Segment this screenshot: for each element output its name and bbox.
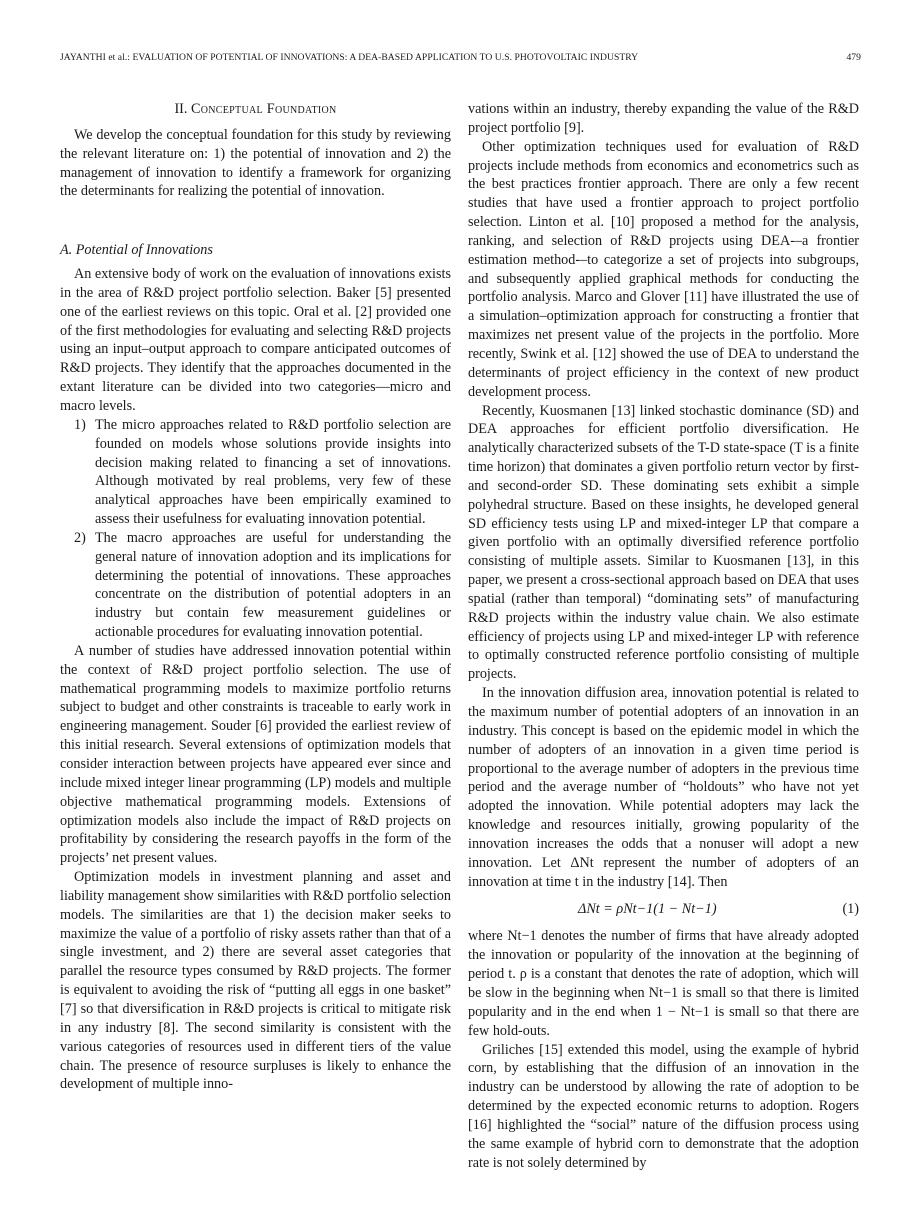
- list-item: [60, 416, 451, 529]
- list-item: [60, 529, 451, 642]
- subsection-heading: A. Potential of Innovations: [60, 242, 213, 259]
- list-text: The macro approaches are useful for understanding the general nature of innovation adoption and its implications for determining the potential of innovations. These approaches concentrate on the distribution of potential adopters in an industry but contain few measurement guidelines or actionable procedures for evaluating innovation potential.: [95, 529, 451, 641]
- list-number: 2): [74, 529, 86, 546]
- paragraph: where Nt−1 denotes the number of firms that have already adopted the innovation or popularity of the innovation at the beginning of period t. ρ is a constant that denotes the rate of adoption, which will be slow in the beginning when Nt−1 is small so that there is limited popularity and in the end when 1 − Nt−1 is small so that there are few hold-outs.: [468, 928, 859, 1039]
- section-title: Conceptual Foundation: [191, 101, 337, 117]
- paragraph: In the innovation diffusion area, innovation potential is related to the maximum number of potential adopters of an innovation in an industry. This concept is based on the epidemic model in which the number of adopters of an innovation in a given time period is proportional to the average number of adopters in the previous time period and the average number of “holdouts” who have not yet adopted the innovation. While potential adopters may lack the knowledge and resources initially, growing popularity of the innovation increases the odds that a nonuser will adopt a new innovation. Let ΔNt represent the number of adopters of an innovation at time t in the industry [14]. Then: [468, 685, 859, 890]
- running-title: JAYANTHI et al.: EVALUATION OF POTENTIAL OF INNOVATIONS: A DEA-BASED APPLICATION TO U.S. PHOTOVOLTAIC INDUSTRY: [60, 52, 639, 63]
- section-heading: [60, 100, 451, 119]
- paragraph: Other optimization techniques used for evaluation of R&D projects include methods from economics and econometrics such as the best practices frontier approach. There are only a few recent studies that have used a frontier approach to project portfolio selection. Linton et al. [10] proposed a method for the analysis, ranking, and selection of R&D projects using DEA-–a frontier estimation method-–to categorize a set of projects into subgroups, and subsequently applied graphical methods for conducting the portfolio analysis. Marco and Glover [11] have illustrated the use of a simulation–optimization approach for constructing a frontier that maximizes net present value of the projects in the portfolio. More recently, Swink et al. [12] showed the use of DEA to understand the determinants of project efficiency in the context of new product development process.: [468, 138, 859, 400]
- left-column: [60, 100, 451, 1094]
- paragraph: An extensive body of work on the evaluation of innovations exists in the area of R&D project portfolio selection. Baker [5] presented one of the earliest reviews on this topic. Oral et al. [2] provided one of the first methodologies for evaluating and selecting R&D projects using an input–output approach to compare anticipated outcomes of R&D projects. They identify that the approaches documented in the extant literature can be divided into two categories—micro and macro levels.: [60, 266, 451, 414]
- paragraph-continued: vations within an industry, thereby expanding the value of the R&D project portfolio [9].: [468, 101, 859, 136]
- approach-list: [60, 416, 451, 642]
- equation-1: [468, 897, 859, 923]
- right-column: [468, 100, 859, 1172]
- section-number: II.: [174, 101, 188, 117]
- equation-body: ΔNt = ρNt−1(1 − Nt−1): [578, 901, 717, 918]
- page-number: 479: [846, 52, 861, 63]
- paragraph: Recently, Kuosmanen [13] linked stochastic dominance (SD) and DEA approaches for efficient portfolio diversification. He analytically characterized subsets of the T-D state-space (T is a finite time horizon) that dominates a given portfolio return vector by first- and second-order SD. These dominating sets exhibit a simple polyhedral structure. Based on these insights, he developed general SD efficiency tests using LP and mixed-integer LP that compare a given portfolio with an optimally diversified reference portfolio consisting of multiple assets. Similar to Kuosmanen [13], in this paper, we present a cross-sectional approach based on DEA that uses spatial (rather than temporal) “dominating sets” of manufacturing R&D projects within the industry value chain. We also estimate efficiency of projects using LP and mixed-integer LP with reference to optimally constructed reference portfolio consisting of multiple projects.: [468, 402, 859, 683]
- intro-paragraph: We develop the conceptual foundation for this study by reviewing the relevant literature on: 1) the potential of innovation and 2) the management of innovation to identify a framework for organizing the determinants for realizing the potential of innovation.: [60, 126, 451, 200]
- equation-number: (1): [842, 901, 859, 918]
- running-header: [60, 52, 861, 66]
- paragraph: A number of studies have addressed innovation potential within the context of R&D project portfolio selection. The use of mathematical programming models to maximize portfolio returns subject to budget and other constraints is traceable to early work in engineering management. Souder [6] provided the earliest review of this initial research. Several extensions of optimization models that consider interaction between projects have appeared ever since and include mixed integer linear programming (LP) models and multiple objective mathematical programming models. Extensions of optimization models also include the impact of R&D projects on profitability by considering the research payoffs in the form of the projects’ net present values.: [60, 642, 451, 867]
- paragraph: Griliches [15] extended this model, using the example of hybrid corn, by establishing that the diffusion of an innovation in the industry can be understood by allowing the rate of adoption to be determined by the expected economic returns to adoption. Rogers [16] highlighted the “social” nature of the diffusion process using the same example of hybrid corn to demonstrate that the adoption rate is not solely determined by: [468, 1041, 859, 1171]
- list-text: The micro approaches related to R&D portfolio selection are founded on models whose solutions provide insights into decision making related to financing a set of innovations. Although motivated by real problems, very few of these analytical approaches have been empirically examined to assess their usefulness for evaluating innovation potential.: [95, 416, 451, 528]
- list-number: 1): [74, 416, 86, 433]
- paragraph: Optimization models in investment planning and asset and liability management show similarities with R&D portfolio selection models. The similarities are that 1) the decision maker seeks to maximize the value of a portfolio of risky assets rather than that of a single investment, and 2) there are several asset categories that parallel the resource types consumed by R&D projects. The former is equivalent to avoiding the risk of “putting all eggs in one basket” [7] so that diversification in R&D projects is critical to mitigate risk in any industry [8]. The second similarity is consistent with the various categories of resources used in different tiers of the value chain. The presence of resource surpluses is likely to enhance the development of multiple inno-: [60, 869, 451, 1093]
